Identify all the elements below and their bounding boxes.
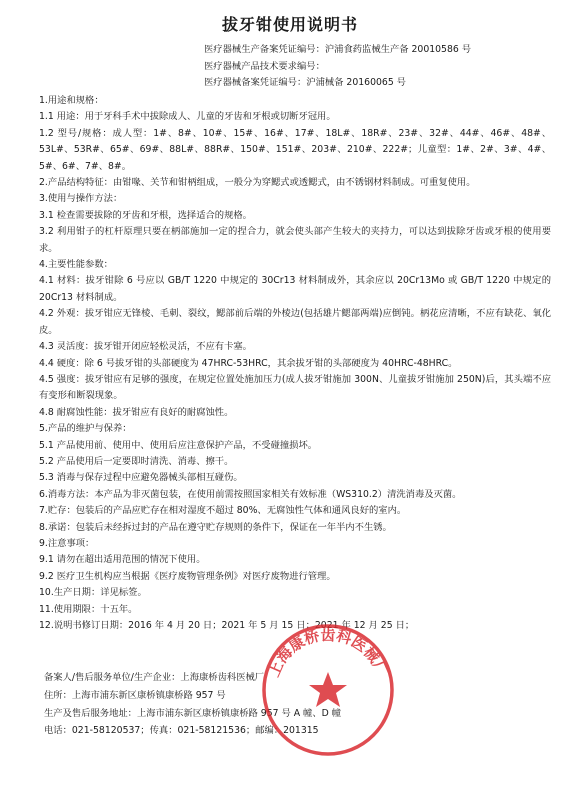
footer-line: 生产及售后服务地址：上海市浦东新区康桥镇康桥路 957 号 A 幢、D 幢 (44, 707, 342, 719)
section-line: 9.注意事项： (39, 537, 95, 549)
document-body (39, 93, 551, 634)
section-line: 4.8 耐腐蚀性能：拔牙钳应有良好的耐腐蚀性。 (39, 406, 234, 418)
section-line: 5.产品的维护与保养： (39, 423, 132, 435)
section-line: 4.2 外观：拔牙钳应无锋棱、毛刺、裂纹，鳃部前后端的外棱边(包括雄片鳃部两端)应倒钝。柄花应清晰，不应有缺花、氧化皮。 (39, 308, 551, 336)
footer-line: 备案人/售后服务单位/生产企业：上海康桥齿科医械厂 (44, 672, 265, 683)
footer-line: 电话：021-58120537；传真：021-58121536；邮编：201315 (44, 725, 319, 737)
section-line: 12.说明书修订日期：2016 年 4 月 20 日；2021 年 5 月 15 日；2021 年 12 月 25 日； (39, 620, 415, 631)
section-line: 5.2 产品使用后一定要即时清洗、消毒、擦干。 (39, 455, 234, 467)
section-line: 1.1 用途：用于牙科手术中拔除成人、儿童的牙齿和牙根或切断牙冠用。 (39, 111, 336, 123)
section-line: 3.2 利用钳子的杠杆原理只要在柄部施加一定的捏合力，就会使头部产生较大的夹持力，可以达到拔除牙齿或牙根的使用要求。 (39, 226, 551, 254)
section-line: 9.1 请勿在超出适用范围的情况下使用。 (39, 554, 206, 566)
section-line: 1.用途和规格： (39, 95, 104, 106)
section-line: 4.5 强度：拔牙钳应有足够的强度，在规定位置处施加压力(成人拔牙钳施加 300N、儿童拔牙钳施加 250N)后，其头端不应有变形和断裂现象。 (39, 373, 551, 402)
section-line: 5.1 产品使用前、使用中、使用后应注意保护产品，不受碰撞损坏。 (39, 439, 318, 451)
section-line: 9.2 医疗卫生机构应当根据《医疗废物管理条例》对医疗废物进行管理。 (39, 570, 336, 582)
section-line: 6.消毒方法：本产品为非灭菌包装，在使用前需按照国家相关有效标准（WS310.2）清洗消毒及灭菌。 (39, 488, 462, 500)
section-line: 4.1 材料：拔牙钳除 6 号应以 GB/T 1220 中规定的 30Cr13 材料制成外，其余应以 20Cr13Mo 或 GB/T 1220 中规定的 20Cr13 材料制成。 (39, 275, 551, 303)
section-line: 4.3 灵活度：拔牙钳开闭应轻松灵活，不应有卡塞。 (39, 341, 252, 353)
section-line: 4.4 硬度：除 6 号拔牙钳的头部硬度为 47HRC-53HRC，其余拔牙钳的头部硬度为 40HRC-48HRC。 (39, 357, 458, 369)
registration-line: 医疗器械备案凭证编号：沪浦械备 20160065 号 (204, 77, 406, 88)
section-line: 8.承诺：包装后未经拆过封的产品在遵守贮存规则的条件下，保证在一年半内不生锈。 (39, 521, 392, 533)
registration-block (204, 42, 471, 92)
section-line: 5.3 消毒与保存过程中应避免器械头部相互碰伤。 (39, 472, 243, 484)
seal-text: 上海康桥齿科医械厂 (264, 625, 392, 680)
document-title: 拔牙钳使用说明书 (221, 15, 358, 34)
footer-line: 住所：上海市浦东新区康桥镇康桥路 957 号 (44, 689, 226, 701)
section-line: 10.生产日期：详见标签。 (39, 587, 147, 599)
section-line: 3.1 检查需要拔除的牙齿和牙根，选择适合的规格。 (39, 209, 252, 221)
registration-line: 医疗器械产品技术要求编号： (204, 60, 325, 72)
section-line: 1.2 型号/规格：成人型：1#、8#、10#、15#、16#、17#、18L#、18R#、23#、32#、44#、46#、48#、53L#、53R#、65#、69#、88L#、88R#、150#、151#、203#、210#、222#；儿童型：1#、2#、3#、4#、5#、6#、7#、8#。 (39, 127, 551, 172)
section-line: 7.贮存：包装后的产品应贮存在相对湿度不超过 80%、无腐蚀性气体和通风良好的室内。 (39, 505, 407, 517)
section-line: 2.产品结构特征：由钳喙、关节和钳柄组成，一般分为穿鳃式或透鳃式，由不锈钢材料制成。可重复使用。 (39, 177, 476, 189)
section-line: 3.使用与操作方法： (39, 193, 123, 205)
section-line: 4.主要性能参数： (39, 259, 113, 271)
section-line: 11.使用期限：十五年。 (39, 603, 138, 615)
registration-line: 医疗器械生产备案凭证编号：沪浦食药监械生产备 20010586 号 (204, 44, 472, 55)
company-info (44, 669, 544, 740)
